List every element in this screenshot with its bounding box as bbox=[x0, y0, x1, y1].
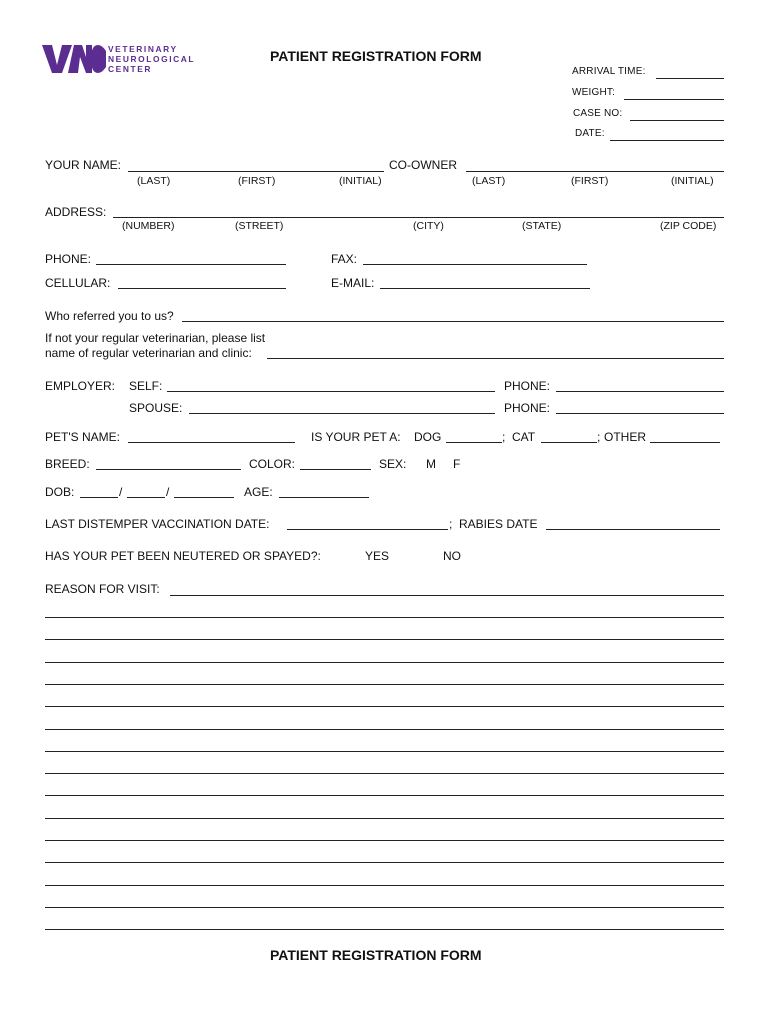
spouse-phone-field[interactable] bbox=[556, 413, 724, 414]
co-owner-field[interactable] bbox=[466, 171, 724, 172]
address-number-caption: (NUMBER) bbox=[122, 220, 175, 232]
reason-writing-line[interactable] bbox=[45, 840, 724, 841]
vnc-logo-mark-icon bbox=[42, 43, 106, 75]
address-city-caption: (CITY) bbox=[413, 220, 444, 232]
logo-line-2: NEUROLOGICAL bbox=[108, 54, 196, 64]
age-field[interactable] bbox=[279, 497, 369, 498]
phone-field[interactable] bbox=[96, 264, 286, 265]
reason-field[interactable] bbox=[170, 595, 724, 596]
spouse-field[interactable] bbox=[189, 413, 495, 414]
spouse-label: SPOUSE: bbox=[129, 401, 183, 415]
reason-writing-line[interactable] bbox=[45, 617, 724, 618]
color-label: COLOR: bbox=[249, 457, 296, 471]
dob-month-field[interactable] bbox=[80, 497, 118, 498]
your-name-field[interactable] bbox=[128, 171, 384, 172]
fax-field[interactable] bbox=[363, 264, 587, 265]
date-field[interactable] bbox=[610, 140, 724, 141]
dob-day-field[interactable] bbox=[127, 497, 165, 498]
email-label: E-MAIL: bbox=[331, 276, 375, 290]
address-zip-caption: (ZIP CODE) bbox=[660, 220, 717, 232]
employer-self-field[interactable] bbox=[167, 391, 495, 392]
age-label: AGE: bbox=[244, 485, 273, 499]
reason-writing-line[interactable] bbox=[45, 751, 724, 752]
reason-writing-line[interactable] bbox=[45, 639, 724, 640]
semicolon-2: ; bbox=[597, 430, 601, 444]
reason-writing-line[interactable] bbox=[45, 862, 724, 863]
reason-writing-line[interactable] bbox=[45, 795, 724, 796]
your-name-label: YOUR NAME: bbox=[45, 158, 122, 172]
semicolon-1: ; bbox=[502, 430, 506, 444]
rabies-field[interactable] bbox=[546, 529, 720, 530]
dob-slash-1: / bbox=[119, 485, 123, 499]
reason-writing-line[interactable] bbox=[45, 929, 724, 930]
case-no-field[interactable] bbox=[630, 120, 724, 121]
pet-type-label: IS YOUR PET A: bbox=[311, 430, 401, 444]
reason-writing-line[interactable] bbox=[45, 907, 724, 908]
owner-first-caption: (FIRST) bbox=[238, 175, 276, 187]
reason-writing-line[interactable] bbox=[45, 773, 724, 774]
reason-writing-line[interactable] bbox=[45, 885, 724, 886]
address-state-caption: (STATE) bbox=[522, 220, 562, 232]
weight-label: WEIGHT: bbox=[572, 87, 616, 98]
rabies-label: RABIES DATE bbox=[459, 517, 538, 531]
referred-by-field[interactable] bbox=[182, 321, 724, 322]
owner-last-caption: (LAST) bbox=[137, 175, 171, 187]
pet-name-label: PET'S NAME: bbox=[45, 430, 120, 444]
date-label: DATE: bbox=[575, 128, 605, 139]
dog-label: DOG bbox=[414, 430, 442, 444]
dob-year-field[interactable] bbox=[174, 497, 234, 498]
neutered-no-option[interactable]: NO bbox=[443, 549, 461, 563]
logo-line-1: VETERINARY bbox=[108, 44, 178, 54]
employer-phone-label: PHONE: bbox=[504, 379, 551, 393]
dob-slash-2: / bbox=[166, 485, 170, 499]
address-street-caption: (STREET) bbox=[235, 220, 284, 232]
phone-label: PHONE: bbox=[45, 252, 92, 266]
reason-label: REASON FOR VISIT: bbox=[45, 582, 160, 596]
co-last-caption: (LAST) bbox=[472, 175, 506, 187]
distemper-label: LAST DISTEMPER VACCINATION DATE: bbox=[45, 517, 270, 531]
other-field[interactable] bbox=[650, 442, 720, 443]
case-no-label: CASE NO: bbox=[573, 108, 623, 119]
weight-field[interactable] bbox=[624, 99, 724, 100]
spouse-phone-label: PHONE: bbox=[504, 401, 551, 415]
address-label: ADDRESS: bbox=[45, 205, 107, 219]
breed-label: BREED: bbox=[45, 457, 90, 471]
co-first-caption: (FIRST) bbox=[571, 175, 609, 187]
email-field[interactable] bbox=[380, 288, 590, 289]
neutered-yes-option[interactable]: YES bbox=[365, 549, 390, 563]
arrival-time-label: ARRIVAL TIME: bbox=[572, 66, 646, 77]
dog-field[interactable] bbox=[446, 442, 502, 443]
regular-vet-field[interactable] bbox=[267, 358, 724, 359]
neutered-question: HAS YOUR PET BEEN NEUTERED OR SPAYED?: bbox=[45, 549, 321, 563]
breed-field[interactable] bbox=[96, 469, 241, 470]
fax-label: FAX: bbox=[331, 252, 358, 266]
sex-m-option[interactable]: M bbox=[426, 457, 436, 471]
cat-field[interactable] bbox=[541, 442, 597, 443]
pet-name-field[interactable] bbox=[128, 442, 295, 443]
sex-f-option[interactable]: F bbox=[453, 457, 461, 471]
semicolon-3: ; bbox=[449, 517, 453, 531]
page-title: PATIENT REGISTRATION FORM bbox=[270, 48, 482, 64]
employer-phone-field[interactable] bbox=[556, 391, 724, 392]
referred-by-label: Who referred you to us? bbox=[45, 309, 174, 323]
regular-vet-label-2: name of regular veterinarian and clinic: bbox=[45, 346, 252, 360]
cellular-label: CELLULAR: bbox=[45, 276, 111, 290]
footer-title: PATIENT REGISTRATION FORM bbox=[270, 947, 482, 963]
owner-initial-caption: (INITIAL) bbox=[339, 175, 382, 187]
regular-vet-label-1: If not your regular veterinarian, please list bbox=[45, 331, 266, 345]
arrival-time-field[interactable] bbox=[656, 78, 724, 79]
reason-writing-line[interactable] bbox=[45, 729, 724, 730]
employer-self-label: SELF: bbox=[129, 379, 163, 393]
cellular-field[interactable] bbox=[118, 288, 286, 289]
cat-label: CAT bbox=[512, 430, 536, 444]
reason-writing-line[interactable] bbox=[45, 662, 724, 663]
other-label: OTHER bbox=[604, 430, 646, 444]
color-field[interactable] bbox=[300, 469, 371, 470]
address-field[interactable] bbox=[113, 217, 724, 218]
vnc-logo bbox=[42, 43, 202, 79]
distemper-field[interactable] bbox=[287, 529, 448, 530]
logo-line-3: CENTER bbox=[108, 64, 153, 74]
co-initial-caption: (INITIAL) bbox=[671, 175, 714, 187]
reason-writing-line[interactable] bbox=[45, 684, 724, 685]
reason-writing-line[interactable] bbox=[45, 818, 724, 819]
dob-label: DOB: bbox=[45, 485, 75, 499]
co-owner-label: CO-OWNER bbox=[389, 158, 457, 172]
reason-writing-line[interactable] bbox=[45, 706, 724, 707]
employer-label: EMPLOYER: bbox=[45, 379, 116, 393]
sex-label: SEX: bbox=[379, 457, 407, 471]
